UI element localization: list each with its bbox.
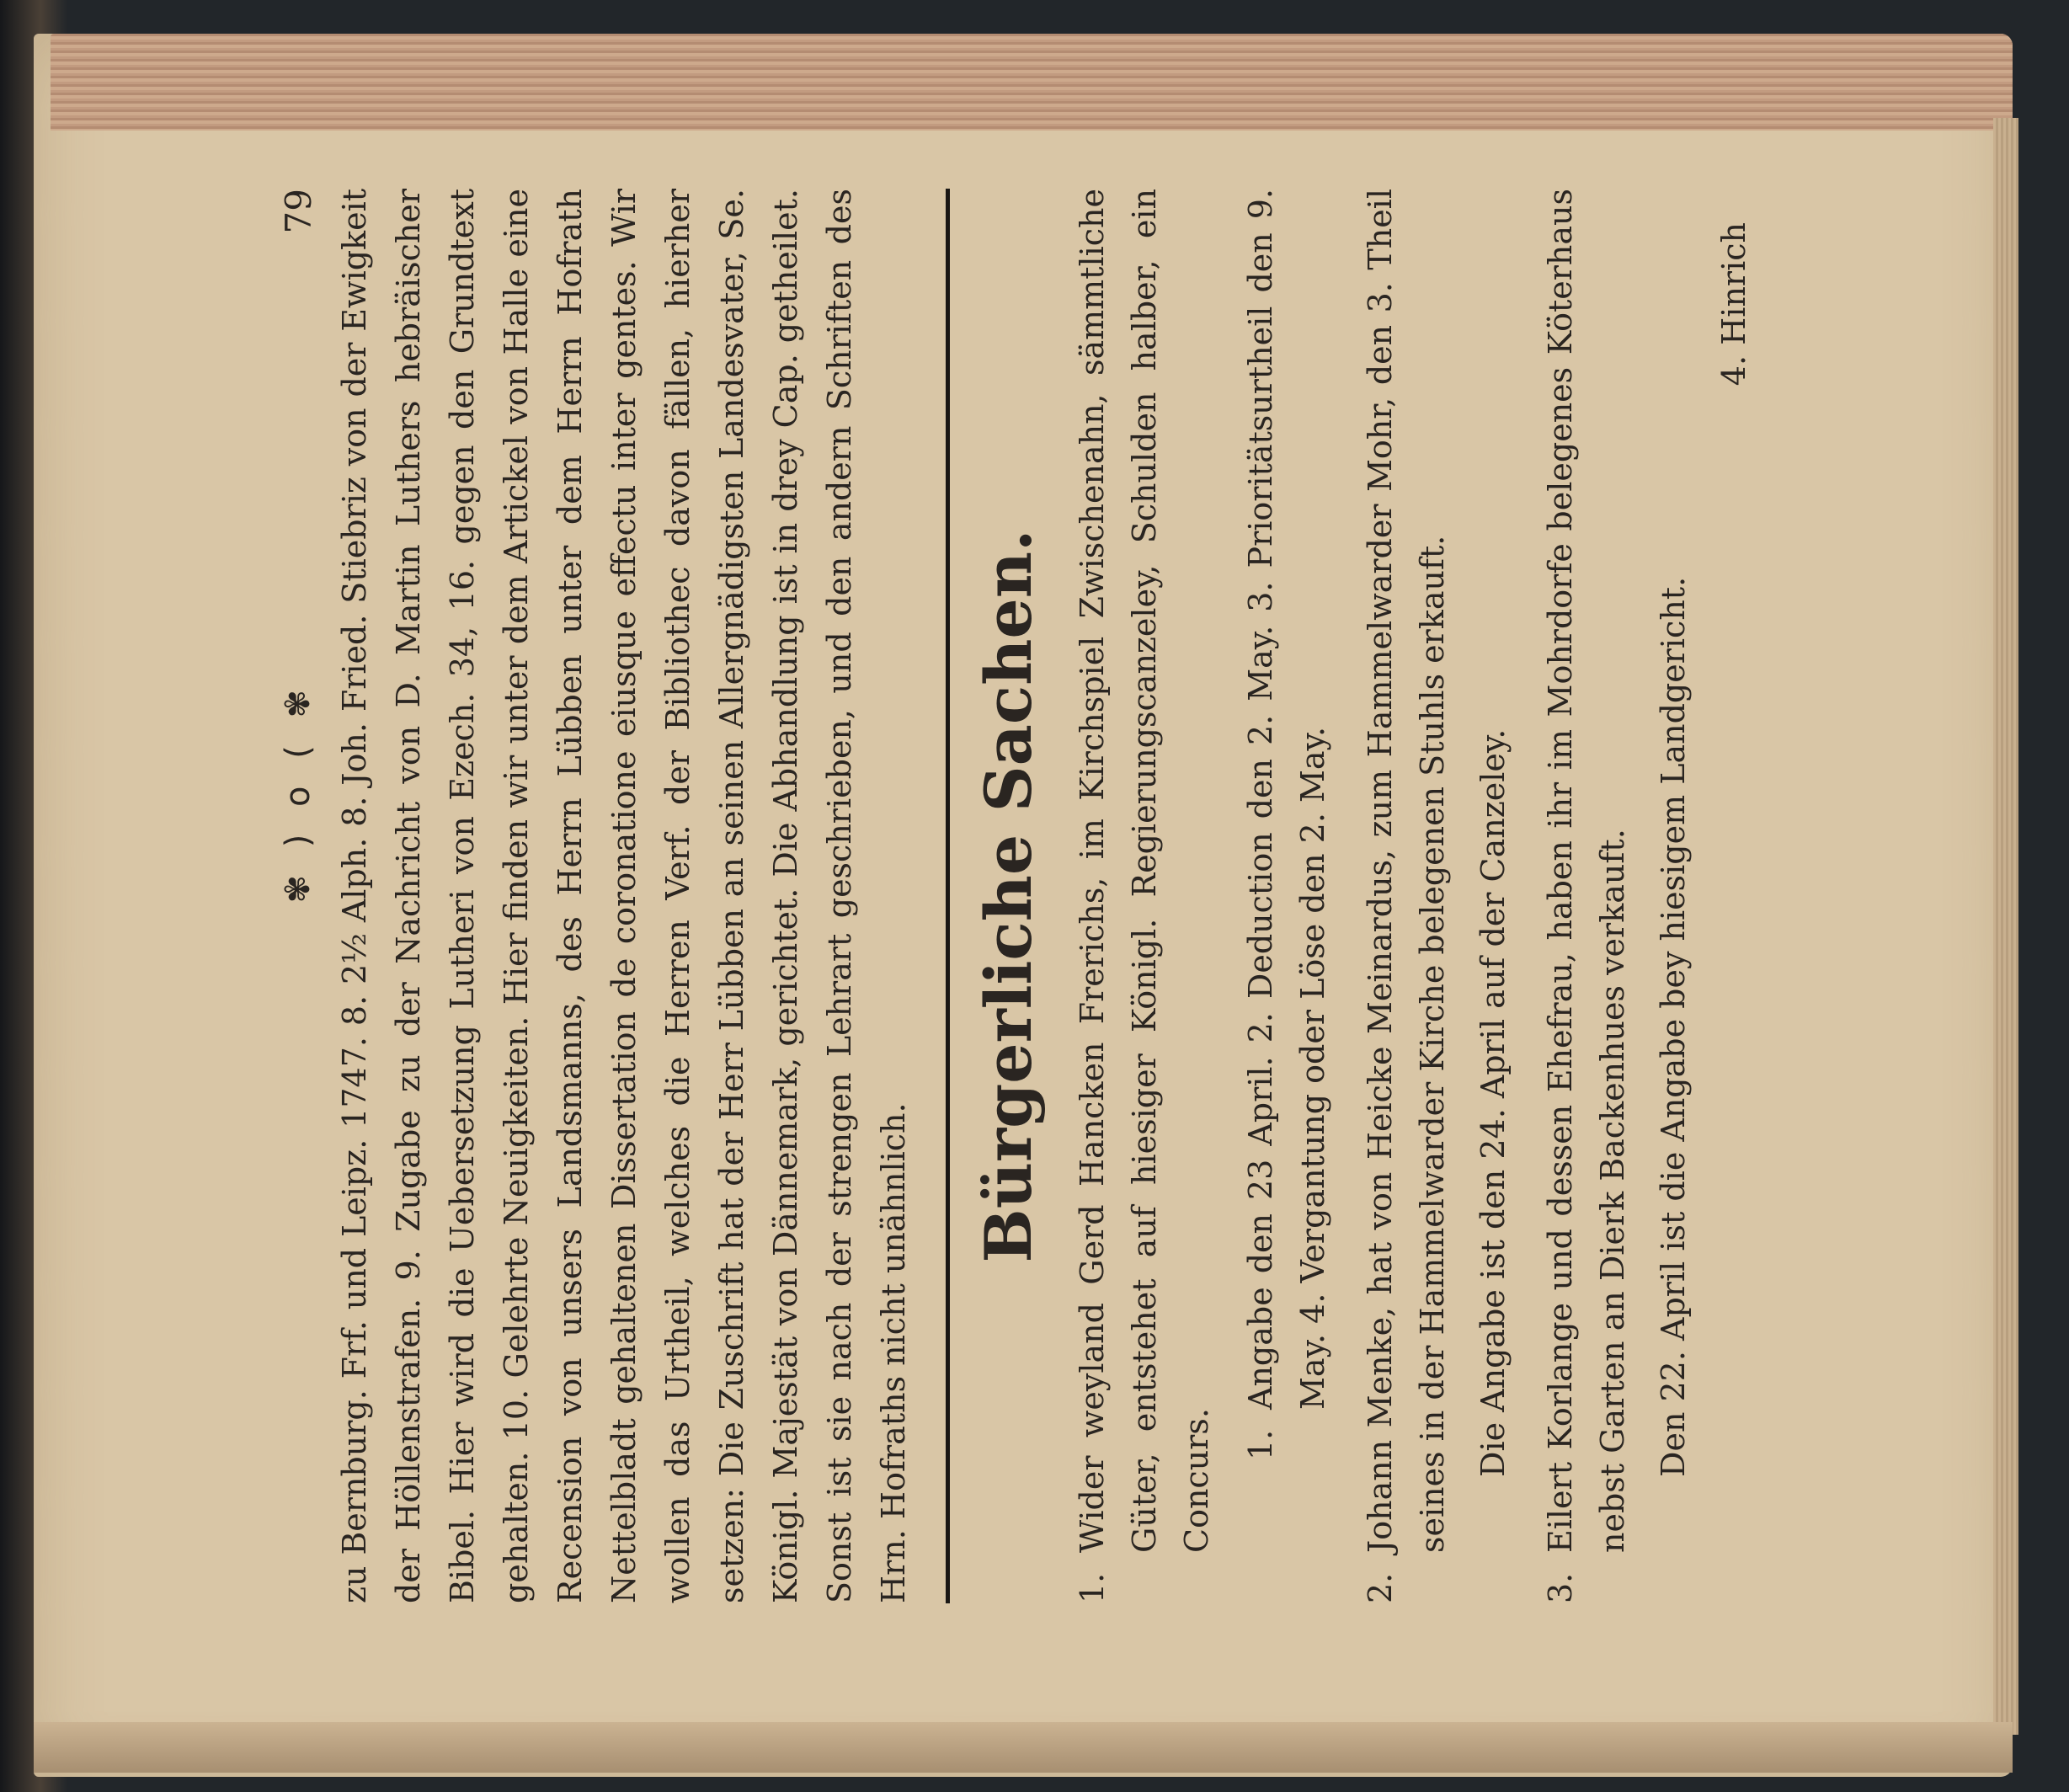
entry-3-note: Den 22. April ist die Angabe bey hiesigem Landgericht. bbox=[1654, 576, 1692, 1477]
section-title: Bürgerliche Sachen. bbox=[970, 529, 1046, 1263]
section-divider bbox=[946, 189, 950, 1603]
page-edges-top bbox=[51, 34, 2013, 131]
entry-text: Eilert Korlange und dessen Ehefrau, haben ihr im Mohrdorfe belegenes Köterhaus nebst Garten an Dierk Backenhues verkauft. bbox=[1541, 189, 1631, 1553]
entry-3 bbox=[1534, 189, 1639, 1603]
entry-sub-text: Angabe den 23 April. 2. Deduction den 2. May. 3. Prioritätsurtheil den 9. May. 4. Vergantung oder Löse den 2. May. bbox=[1241, 189, 1331, 1410]
page-edges-right bbox=[1993, 118, 2018, 1735]
entry-1 bbox=[1066, 189, 1223, 1603]
catchword: 4. Hinrich bbox=[1714, 222, 1752, 387]
entry-number: 1. bbox=[1073, 1572, 1111, 1603]
entry-2-note: Die Angabe ist den 24. April auf der Canzeley. bbox=[1474, 728, 1512, 1477]
entry-number: 3. bbox=[1541, 1572, 1579, 1603]
page-number: 79 bbox=[277, 189, 318, 234]
page-text-area bbox=[235, 138, 1835, 1654]
header-ornament: ✾ ) o ( ✾ bbox=[278, 680, 317, 904]
entry-text: Wider weyland Gerd Hancken Frerichs, im Kirchspiel Zwischenahn, sämmtliche Güter, entstehet auf hiesiger Königl. Regierungscanzeley, Schulden halber, ein Concurs. bbox=[1073, 189, 1215, 1553]
entry-sub-number: 1. bbox=[1241, 1429, 1279, 1460]
entry-text: Johann Menke, hat von Heicke Meinardus, zum Hammelwarder Mohr, den 3. Theil seines in der Hammelwarder Kirche belegenen Stuhls erkauft. bbox=[1361, 189, 1451, 1553]
page-header bbox=[269, 189, 328, 1603]
entry-1-dates bbox=[1234, 189, 1339, 1460]
top-paragraph: zu Bernburg. Frf. und Leipz. 1747. 8. 2⅟₂ Alph. 8. Joh. Fried. Stiebriz von der Ewigkeit der Höllenstrafen. 9. Zugabe zu der Nachricht von D. Martin Luthers hebräischer Bibel. Hier wird die Uebersetzung Lutheri von Ezech. 34, 16. gegen den Grundtext gehalten. 10. Gelehrte Neuigkeiten. Hier finden wir unter dem Artickel von Halle eine Recension von unsers Landsmanns, des Herrn Lübben unter dem Herrn Hofrath Nettelbladt gehaltenen Dissertation de coronatione eiusque effectu inter gentes. Wir wollen das Urtheil, welches die Herren Verf. der Bibliothec davon fällen, hierher setzen: Die Zuschrift hat der Herr Lübben an seinen Allergnädigsten Landesvater, Se. Königl. Majestät von Dännemark, gerichtet. Die Abhandlung ist in drey Cap. getheilet. Sonst ist sie nach der strengen Lehrart geschrieben, und den andern Schriften des Hrn. Hofraths nicht unähnlich. bbox=[335, 189, 912, 1603]
page-edges-bottom bbox=[34, 1722, 2013, 1773]
rotated-page-content bbox=[235, 138, 1835, 1654]
entry-number: 2. bbox=[1361, 1572, 1399, 1603]
entry-2 bbox=[1354, 189, 1458, 1603]
